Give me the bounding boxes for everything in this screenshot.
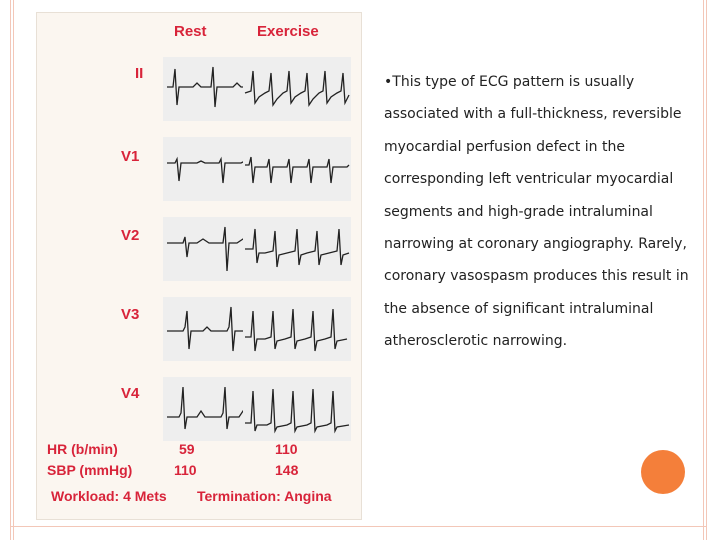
lead-label-v4: V4 [121,385,140,402]
lead-label-v3: V3 [121,306,140,323]
lead-label-v1: V1 [121,148,140,165]
ecg-strip-v4-exercise [243,377,351,441]
sbp-exercise-value: 148 [275,462,299,478]
bullet-paragraph: This type of ECG pattern is usually associated with a full-thickness, reversible myocardial perfusion defect in the corresponding left ventricular myocardial segments and high-grade intraluminal narrowing at coronary angiography. Rarely, coronary vasospasm produces this result in the absence of significant intraluminal atherosclerotic narrowing. [384,74,689,350]
bullet-marker: • [384,74,393,90]
hr-exercise-value: 110 [275,441,298,457]
hr-rest-value: 59 [179,441,195,457]
slide-frame-right [703,0,707,540]
ecg-figure [36,12,362,520]
sbp-label: SBP (mmHg) [47,462,133,478]
workload-label: Workload: 4 Mets [51,488,167,504]
decorative-orange-circle [641,450,685,494]
hr-label: HR (b/min) [47,441,118,457]
column-header-exercise: Exercise [257,23,319,40]
sbp-rest-value: 110 [174,462,197,478]
slide-frame-left [10,0,14,540]
ecg-strip-ii-exercise [243,57,351,121]
slide-bullet-text [384,66,700,358]
lead-label-ii: II [135,65,144,82]
column-header-rest: Rest [174,23,207,40]
ecg-strip-v1-exercise [243,137,351,201]
termination-label: Termination: Angina [197,488,332,504]
ecg-strip-v3-exercise [243,297,351,361]
lead-label-v2: V2 [121,227,140,244]
slide-frame-bottom [10,526,707,527]
ecg-strip-v2-exercise [243,217,351,281]
